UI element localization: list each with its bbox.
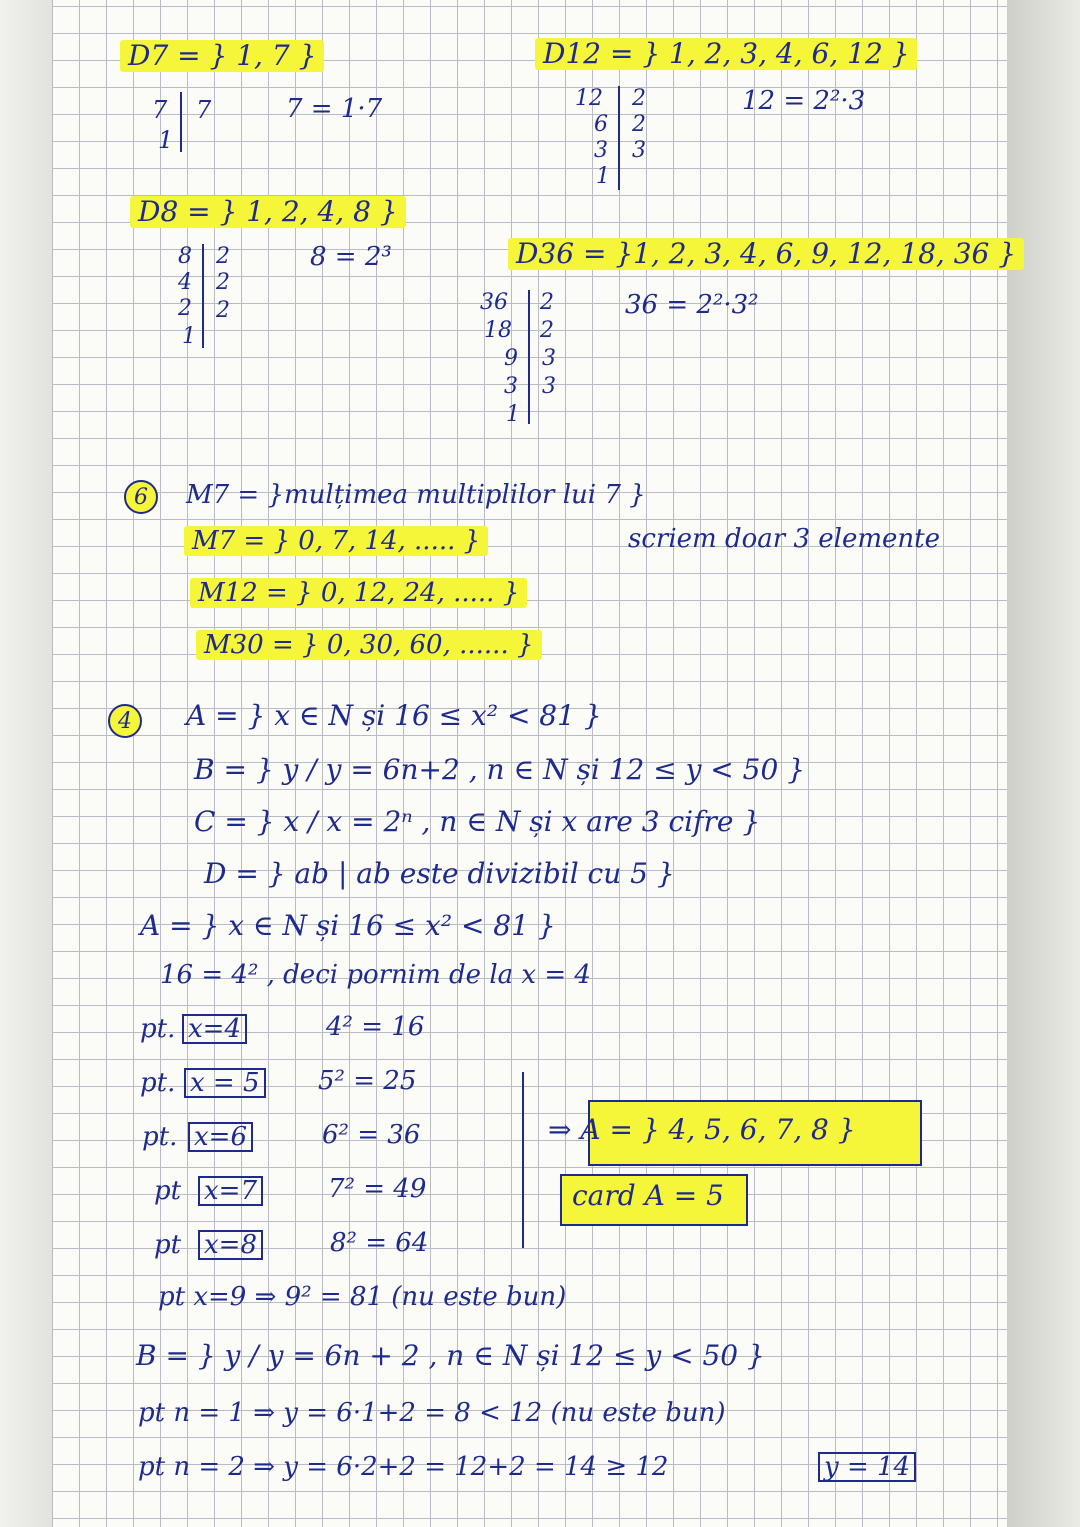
d8-col-right-0: 2 (216, 244, 230, 269)
d36-factorization: 36 = 2²·3² (625, 290, 759, 320)
ex6-note: scriem doar 3 elemente (628, 524, 940, 554)
case-x8-value: x=8 (198, 1230, 263, 1260)
ex4-statement-b: B = } y / y = 6n+2 , n ∈ N și 12 ≤ y < 50 } (194, 753, 806, 786)
case-x4-result: 4² = 16 (326, 1012, 425, 1042)
d36-col-left-4: 1 (506, 402, 520, 427)
case-x8-result: 8² = 64 (330, 1228, 429, 1258)
d7-set: D7 = } 1, 7 } (120, 40, 324, 72)
case-x7-prefix: pt (154, 1176, 182, 1206)
d36-set: D36 = }1, 2, 3, 4, 6, 9, 12, 18, 36 } (508, 238, 1024, 270)
background-right (1007, 0, 1080, 1527)
d7-divider (180, 92, 182, 152)
ex4-b-case2-result: y = 14 (818, 1452, 916, 1482)
case-x6-value: x=6 (188, 1122, 253, 1152)
case-bracket-line (522, 1072, 524, 1248)
d36-divider (528, 290, 530, 424)
case-x7-result: 7² = 49 (328, 1174, 427, 1204)
ex6-m12: M12 = } 0, 12, 24, ..... } (190, 578, 527, 608)
d36-col-left-0: 36 (480, 290, 508, 315)
d12-factorization: 12 = 2²·3 (742, 86, 866, 116)
d36-col-right-3: 3 (542, 374, 556, 399)
d36-col-right-2: 3 (542, 346, 556, 371)
ex6-m30: M30 = } 0, 30, 60, ...... } (196, 630, 542, 660)
d7-col-left-1: 1 (158, 126, 174, 154)
d12-col-right-2: 3 (632, 138, 646, 163)
answer-card: card A = 5 (572, 1179, 724, 1212)
case-x6-prefix: pt. (142, 1122, 178, 1152)
d8-factorization: 8 = 2³ (310, 242, 392, 272)
background-left (0, 0, 52, 1527)
d12-col-right-0: 2 (632, 86, 646, 111)
d36-col-left-3: 3 (504, 374, 518, 399)
d8-col-left-3: 1 (182, 324, 196, 349)
case-x4-prefix: pt. (140, 1014, 176, 1044)
d36-col-left-2: 9 (504, 346, 518, 371)
exercise-4-number: 4 (108, 704, 142, 738)
case-x5-prefix: pt. (140, 1068, 176, 1098)
d12-col-left-0: 12 (575, 86, 603, 111)
ex6-definition: M7 = }mulțimea multiplilor lui 7 } (186, 480, 646, 510)
d36-col-right-1: 2 (540, 318, 554, 343)
case-x8-prefix: pt (154, 1230, 182, 1260)
reject-x9: pt x=9 ⇒ 9² = 81 (nu este bun) (158, 1282, 567, 1312)
case-x5-result: 5² = 25 (318, 1066, 417, 1096)
d12-divider (618, 86, 620, 190)
d7-col-left-0: 7 (152, 96, 168, 124)
ex4-b-case1: pt n = 1 ⇒ y = 6·1+2 = 8 < 12 (nu este bun) (138, 1398, 726, 1428)
d8-set: D8 = } 1, 2, 4, 8 } (130, 196, 406, 228)
d8-col-left-1: 4 (178, 270, 192, 295)
d8-col-left-2: 2 (178, 296, 192, 321)
ex4-statement-a: A = } x ∈ N și 16 ≤ x² < 81 } (186, 699, 602, 732)
d12-set: D12 = } 1, 2, 3, 4, 6, 12 } (535, 38, 917, 70)
d12-col-right-1: 2 (632, 112, 646, 137)
ex4-b-restated: B = } y / y = 6n + 2 , n ∈ N și 12 ≤ y < 50 } (136, 1339, 765, 1372)
case-x5-value: x = 5 (184, 1068, 266, 1098)
d12-col-left-1: 6 (594, 112, 608, 137)
ex4-a-start: 16 = 4² , deci pornim de la x = 4 (160, 960, 591, 990)
d7-factorization: 7 = 1·7 (286, 94, 383, 124)
d7-col-right-0: 7 (196, 96, 212, 124)
d8-col-left-0: 8 (178, 244, 192, 269)
case-x7-value: x=7 (198, 1176, 263, 1206)
exercise-6-number: 6 (124, 480, 158, 514)
ex4-b-case2: pt n = 2 ⇒ y = 6·2+2 = 12+2 = 14 ≥ 12 (138, 1452, 669, 1482)
d12-col-left-2: 3 (594, 138, 608, 163)
d8-col-right-1: 2 (216, 270, 230, 295)
answer-set: ⇒ A = } 4, 5, 6, 7, 8 } (548, 1113, 856, 1146)
d8-col-right-2: 2 (216, 298, 230, 323)
case-x6-result: 6² = 36 (322, 1120, 421, 1150)
d36-col-right-0: 2 (540, 290, 554, 315)
ex4-statement-d: D = } ab | ab este divizibil cu 5 } (204, 857, 675, 890)
d8-divider (202, 244, 204, 348)
case-x4-value: x=4 (182, 1014, 247, 1044)
ex6-m7: M7 = } 0, 7, 14, ..... } (184, 526, 488, 556)
d12-col-left-3: 1 (596, 164, 610, 189)
ex4-a-restated: A = } x ∈ N și 16 ≤ x² < 81 } (140, 909, 556, 942)
ex4-statement-c: C = } x / x = 2ⁿ , n ∈ N și x are 3 cifre } (194, 805, 761, 838)
d36-col-left-1: 18 (484, 318, 512, 343)
